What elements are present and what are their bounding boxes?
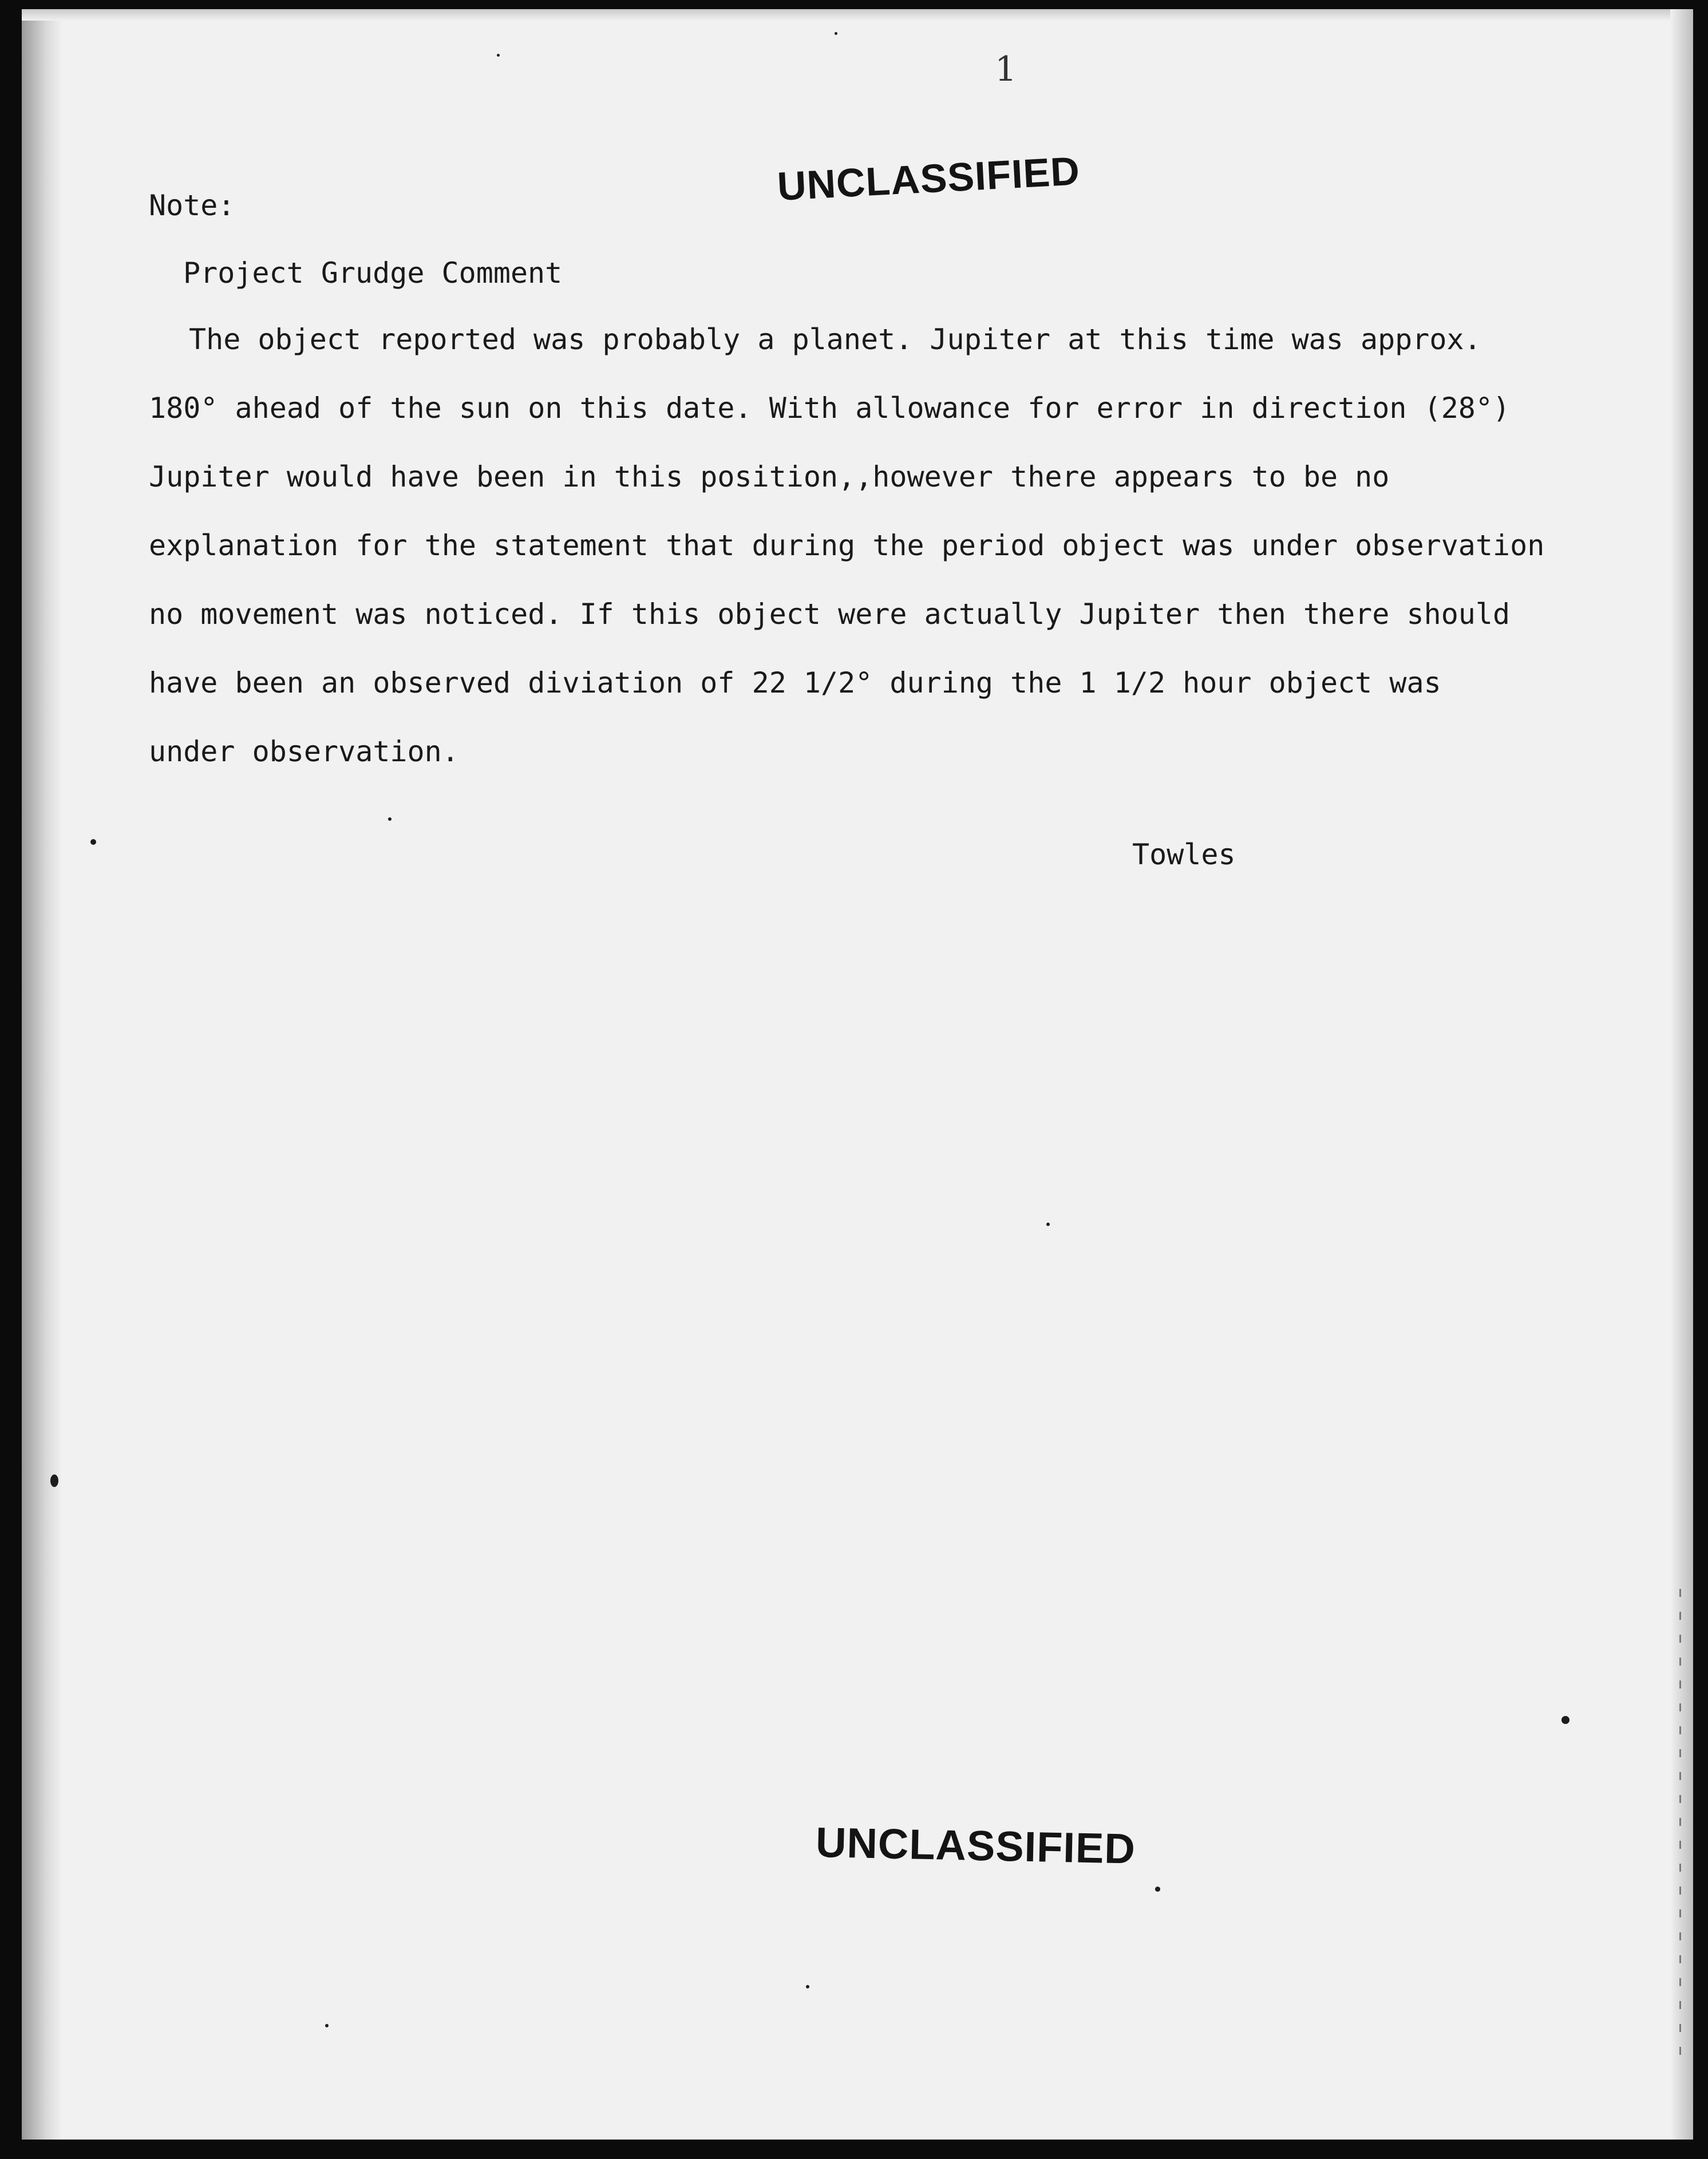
signature-name: Towles	[1132, 838, 1236, 871]
binding-hole-marks	[1679, 1589, 1681, 2070]
dust-speck	[90, 839, 96, 845]
dust-speck	[325, 2024, 329, 2027]
handwritten-page-number: 1	[995, 49, 1017, 89]
body-line: have been an observed diviation of 22 1/2° during the 1 1/2 hour object was	[149, 666, 1441, 699]
body-line: explanation for the statement that during the period object was under observation	[149, 529, 1545, 562]
dust-speck	[50, 1474, 58, 1487]
dust-speck	[1155, 1887, 1160, 1892]
body-line: 180° ahead of the sun on this date. With allowance for error in direction (28°)	[149, 392, 1511, 425]
body-line: The object reported was probably a planet. Jupiter at this time was approx.	[189, 323, 1481, 356]
page-top-edge-shadow	[22, 9, 1693, 21]
document-page	[22, 9, 1693, 2140]
dust-speck	[806, 1985, 809, 1988]
body-line: under observation.	[149, 735, 459, 768]
dust-speck	[835, 32, 837, 35]
page-left-edge-shadow	[22, 9, 62, 2140]
dust-speck	[497, 54, 500, 57]
comment-heading: Project Grudge Comment	[183, 256, 563, 290]
dust-speck	[388, 817, 392, 821]
body-line: Jupiter would have been in this position,,however there appears to be no	[149, 460, 1390, 493]
page-right-edge-shadow	[1670, 9, 1693, 2140]
classification-stamp-top: UNCLASSIFIED	[776, 148, 1081, 209]
dust-speck	[1561, 1716, 1569, 1724]
classification-stamp-bottom: UNCLASSIFIED	[815, 1818, 1136, 1873]
dust-speck	[1046, 1223, 1050, 1226]
comment-body	[149, 323, 1544, 804]
body-line: no movement was noticed. If this object were actually Jupiter then there should	[149, 598, 1511, 631]
note-label: Note:	[149, 189, 235, 222]
